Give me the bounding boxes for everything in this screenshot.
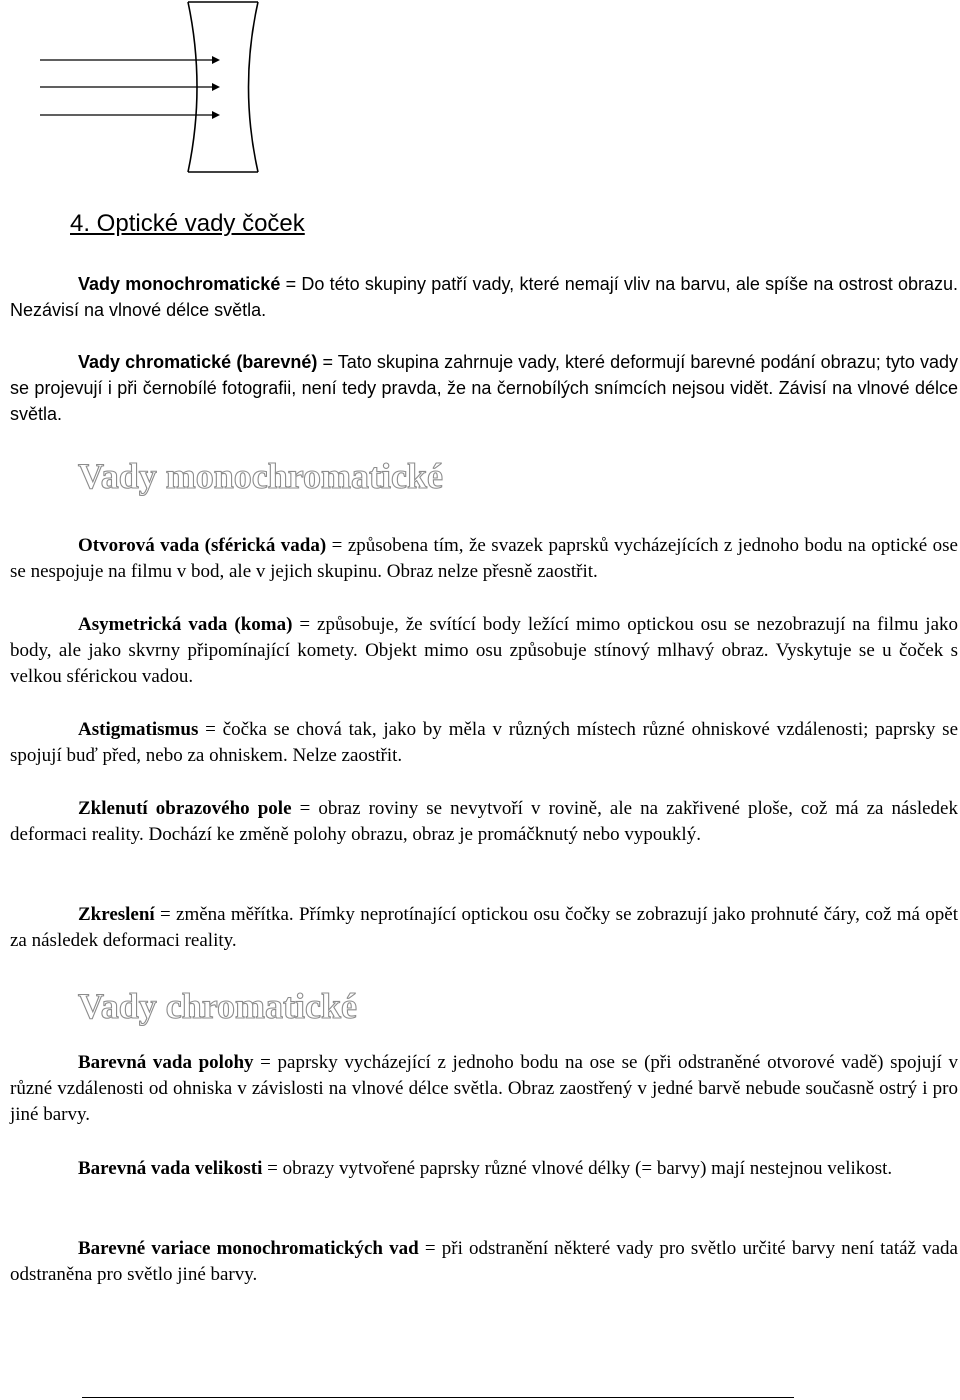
item-field-curvature — [10, 796, 958, 848]
definition: = obraz roviny se nevytvoří v rovině, ale na zakřivené ploše, což má za následek deformaci reality. Dochází ke změně polohy obrazu, obraz je promáčknutý nebo vypouklý. — [10, 798, 958, 845]
definition: = obrazy vytvořené paprsky různé vlnové délky (= barvy) mají nestejnou velikost. — [262, 1158, 893, 1179]
definition: = čočka se chová tak, jako by měla v různých místech různé ohniskové vzdálenosti; paprsky se spojují buď před, nebo za ohniskem. Nelze zaostřit. — [10, 719, 958, 766]
item-astigmatism — [10, 717, 958, 769]
intro-chromatic — [10, 349, 958, 427]
definition: = paprsky vycházející z jednoho bodu na ose se (při odstraněné otvorové vadě) spojují v různé vzdálenosti od ohniska v závislosti na vlnové délce světla. Obraz zaostřený v jedné barvě nebude současně ostrý i pro jiné barvy. — [10, 1052, 958, 1125]
section-title-monochromatic — [76, 452, 456, 500]
footer-divider — [82, 1397, 794, 1398]
term: Vady monochromatické — [78, 274, 281, 294]
term: Zklenutí obrazového pole — [78, 798, 292, 819]
term: Barevná vada velikosti — [78, 1158, 263, 1179]
item-coma — [10, 612, 958, 690]
item-spherical-aberration — [10, 533, 958, 585]
definition: = Do této skupiny patří vady, které nemají vliv na barvu, ale spíše na ostrost obrazu. Nezávisí na vlnové délce světla. — [10, 274, 958, 320]
intro-monochromatic — [10, 271, 958, 323]
term: Vady chromatické (barevné) — [78, 352, 318, 372]
definition: = způsobuje, že svítící body ležící mimo optickou osu se nezobrazují na filmu jako body, ale jako skvrny připomínající komety. Objekt mimo osu způsobuje stínový mlhavý obraz. Vyskytuje se u čoček s velkou sférickou vadou. — [10, 614, 958, 687]
item-axial-chromatic — [10, 1050, 958, 1128]
term: Astigmatismus — [78, 719, 199, 740]
term: Asymetrická vada (koma) — [78, 614, 293, 635]
definition: = způsobena tím, že svazek paprsků vycházejících z jednoho bodu na optické ose se nespojuje na filmu v bod, ale v jejich skupinu. Obraz nelze přesně zaostřit. — [10, 535, 958, 582]
section-title-text: Vady monochromatické — [78, 456, 444, 496]
concave-lens-diagram-icon — [30, 0, 270, 180]
definition: = Tato skupina zahrnuje vady, které deformují barevné podání obrazu; tyto vady se projevují i při černobílé fotografii, není tedy pravda, že na černobílých snímcích nejsou vidět. Závisí na vlnové délce světla. — [10, 352, 958, 424]
item-lateral-chromatic — [10, 1156, 958, 1182]
definition: = změna měřítka. Přímky neprotínající optickou osu čočky se zobrazují jako prohnuté čáry, což má opět za následek deformaci reality. — [10, 904, 958, 951]
term: Barevné variace monochromatických vad — [78, 1238, 419, 1259]
term: Otvorová vada (sférická vada) — [78, 535, 327, 556]
page-title: 4. Optické vady čoček — [70, 210, 305, 237]
definition: = při odstranění některé vady pro světlo určité barvy není tatáž vada odstraněna pro světlo jiné barvy. — [10, 1238, 958, 1285]
section-title-text: Vady chromatické — [78, 986, 357, 1026]
item-chromatic-variation — [10, 1236, 958, 1288]
term: Zkreslení — [78, 904, 155, 925]
item-distortion — [10, 902, 958, 954]
section-title-chromatic — [76, 982, 376, 1030]
term: Barevná vada polohy — [78, 1052, 254, 1073]
